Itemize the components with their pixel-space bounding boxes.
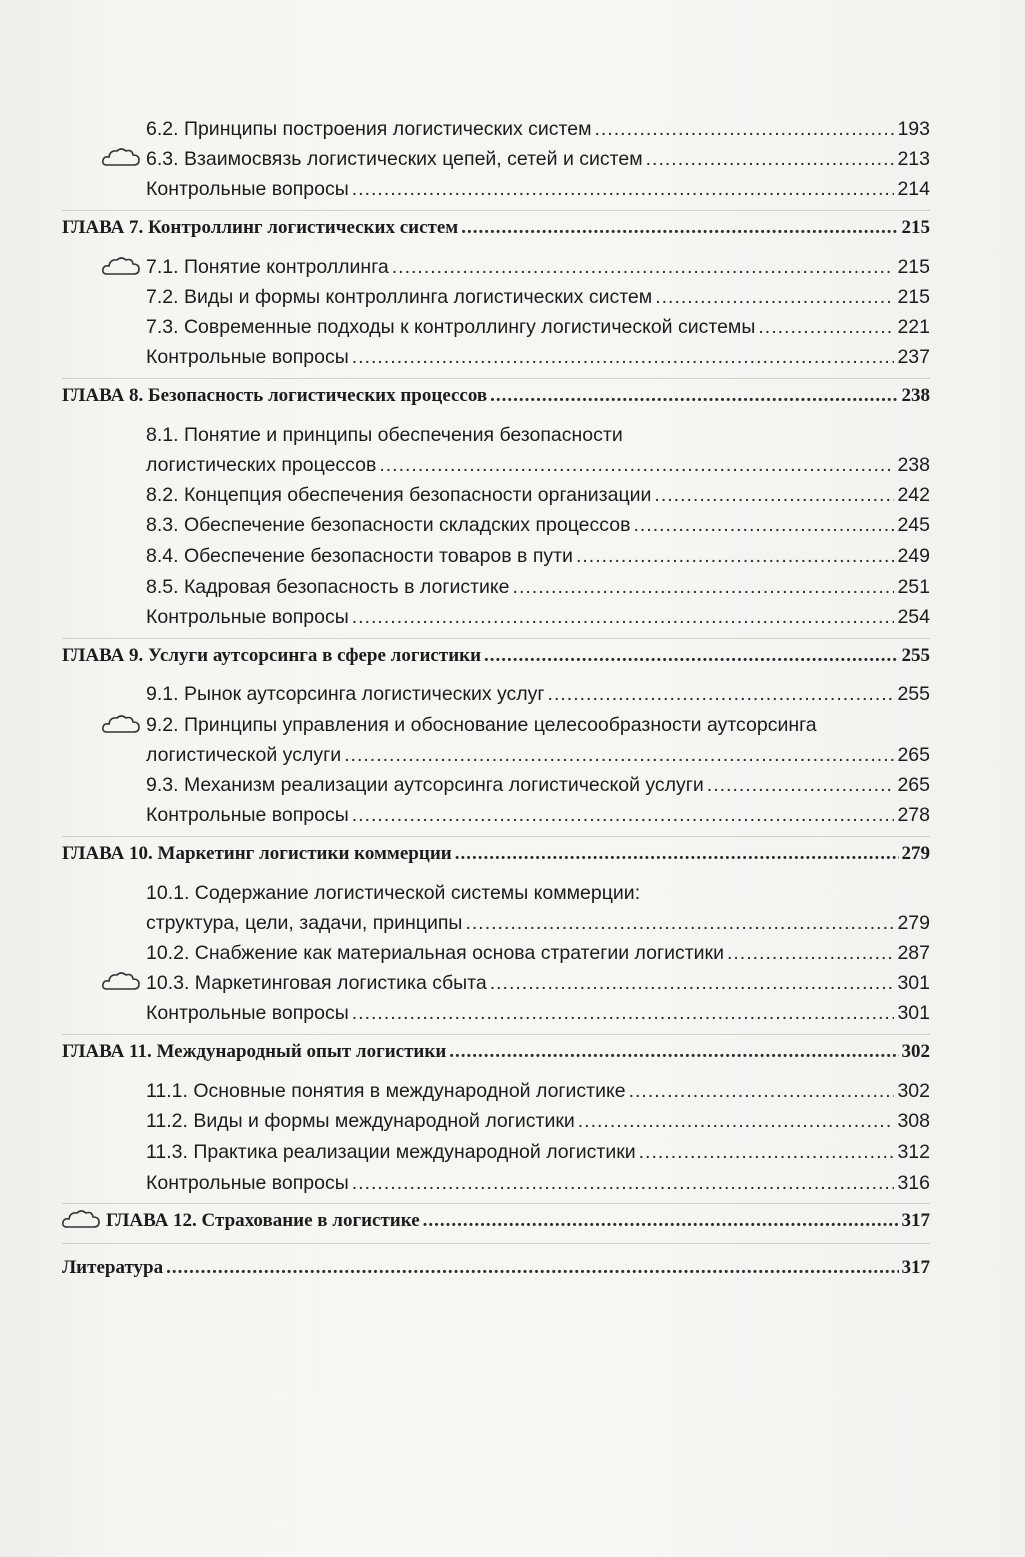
toc-chapter-11[interactable] (62, 1037, 930, 1067)
toc-entry-8-1-line1: 8.1. Понятие и принципы обеспечения безопасности (146, 424, 623, 446)
dot-leader (548, 679, 895, 709)
toc-entry-10-1-line1: 10.1. Содержание логистической системы коммерции: (146, 882, 641, 904)
dot-leader (633, 510, 894, 540)
dot-leader (392, 252, 895, 282)
dot-leader (344, 740, 894, 770)
toc-page-number: 237 (897, 346, 930, 368)
dot-leader (352, 174, 895, 204)
dot-leader (578, 1106, 895, 1136)
dot-leader (352, 1168, 895, 1198)
separator (62, 1243, 930, 1244)
toc-page-number: 301 (897, 972, 930, 994)
toc-literature[interactable] (62, 1253, 930, 1283)
toc-page-number: 193 (897, 118, 930, 140)
toc-page-number: 279 (901, 843, 930, 864)
toc-chapter-7[interactable] (62, 213, 930, 243)
toc-entry-title: 7.2. Виды и формы контроллинга логистических систем (146, 286, 653, 308)
toc-chapter-8[interactable] (62, 381, 930, 411)
toc-entry-title: 11.2. Виды и формы международной логистики (146, 1110, 575, 1132)
toc-entry-title: 7.3. Современные подходы к контроллингу логистической системы (146, 316, 756, 338)
toc-entry-questions-9[interactable] (146, 800, 930, 830)
dot-leader (595, 114, 895, 144)
toc-page-number: 302 (901, 1041, 930, 1062)
toc-page-number: 255 (901, 645, 930, 666)
separator (62, 210, 930, 211)
toc-chapter-title: ГЛАВА 9. Услуги аутсорсинга в сфере логистики (62, 645, 482, 666)
toc-entry-title: 8.5. Кадровая безопасность в логистике (146, 576, 510, 598)
toc-page-number: 308 (897, 1110, 930, 1132)
toc-chapter-9[interactable] (62, 641, 930, 671)
toc-page-number: 215 (901, 217, 930, 238)
toc-page-number: 265 (897, 774, 930, 796)
toc-page-number: 238 (897, 454, 930, 476)
toc-page-number: 251 (897, 576, 930, 598)
dot-leader (513, 572, 895, 602)
toc-entry-8-1[interactable] (146, 450, 930, 480)
toc-chapter-10[interactable] (62, 839, 930, 869)
toc-entry-questions-7[interactable] (146, 342, 930, 372)
dot-leader (646, 144, 895, 174)
toc-entry-10-3[interactable] (146, 968, 930, 998)
toc-entry-title: Контрольные вопросы (146, 606, 349, 628)
dot-leader (484, 641, 898, 671)
toc-page-number: 249 (897, 545, 930, 567)
cloud-icon (101, 713, 141, 735)
toc-page-number: 255 (897, 683, 930, 705)
toc-entry-7-3[interactable] (146, 312, 930, 342)
separator (62, 836, 930, 837)
toc-page-number: 278 (897, 804, 930, 826)
dot-leader (455, 839, 899, 869)
toc-chapter-title: ГЛАВА 12. Страхование в логистике (106, 1210, 420, 1231)
toc-page-number: 302 (897, 1080, 930, 1102)
toc-entry-title: 6.3. Взаимосвязь логистических цепей, сетей и систем (146, 148, 643, 170)
dot-leader (449, 1037, 898, 1067)
toc-entry-title: Контрольные вопросы (146, 346, 349, 368)
toc-entry-8-2[interactable] (146, 480, 930, 510)
dot-leader (654, 480, 894, 510)
toc-entry-title: 8.2. Концепция обеспечения безопасности организации (146, 484, 652, 506)
toc-page-number: 221 (897, 316, 930, 338)
cloud-icon (101, 970, 141, 992)
toc-chapter-title: ГЛАВА 7. Контроллинг логистических систем (62, 217, 459, 238)
separator (62, 378, 930, 379)
toc-chapter-title: ГЛАВА 10. Маркетинг логистики коммерции (62, 843, 452, 864)
dot-leader (707, 770, 895, 800)
toc-entry-questions-10[interactable] (146, 998, 930, 1028)
toc-page-number: 312 (897, 1141, 930, 1163)
dot-leader (352, 602, 895, 632)
toc-page-number: 317 (901, 1210, 930, 1231)
toc-chapter-12[interactable] (106, 1206, 930, 1236)
toc-page-number: 214 (897, 178, 930, 200)
dot-leader (639, 1137, 895, 1167)
separator (62, 638, 930, 639)
toc-page-number: 215 (897, 256, 930, 278)
toc-page-number: 215 (897, 286, 930, 308)
toc-entry-title: 8.3. Обеспечение безопасности складских процессов (146, 514, 631, 536)
toc-page-number: 245 (897, 514, 930, 536)
toc-entry-11-1[interactable] (146, 1076, 930, 1106)
dot-leader (490, 381, 898, 411)
dot-leader (352, 998, 895, 1028)
toc-entry-6-2[interactable] (146, 114, 930, 144)
dot-leader (655, 282, 894, 312)
toc-entry-11-2[interactable] (146, 1106, 930, 1136)
toc-entry-7-1[interactable] (146, 252, 930, 282)
toc-entry-10-1[interactable] (146, 908, 930, 938)
toc-entry-9-1[interactable] (146, 679, 930, 709)
toc-entry-title: структура, цели, задачи, принципы (146, 912, 463, 934)
toc-page-number: 238 (901, 385, 930, 406)
toc-page-number: 254 (897, 606, 930, 628)
dot-leader (727, 938, 894, 968)
toc-entry-title: 11.1. Основные понятия в международной логистике (146, 1080, 626, 1102)
toc-entry-title: 10.2. Снабжение как материальная основа стратегии логистики (146, 942, 724, 964)
toc-page-number: 213 (897, 148, 930, 170)
toc-entry-7-2[interactable] (146, 282, 930, 312)
toc-entry-9-3[interactable] (146, 770, 930, 800)
toc-entry-title: Контрольные вопросы (146, 804, 349, 826)
dot-leader (490, 968, 895, 998)
toc-entry-title: 8.4. Обеспечение безопасности товаров в пути (146, 545, 573, 567)
cloud-icon (101, 255, 141, 277)
toc-entry-title: Контрольные вопросы (146, 178, 349, 200)
toc-entry-8-3[interactable] (146, 510, 930, 540)
toc-entry-questions-11[interactable] (146, 1168, 930, 1198)
toc-entry-title: 6.2. Принципы построения логистических систем (146, 118, 592, 140)
cloud-icon (61, 1208, 101, 1230)
toc-entry-8-5[interactable] (146, 572, 930, 602)
dot-leader (379, 450, 894, 480)
toc-entry-title: 7.1. Понятие контроллинга (146, 256, 389, 278)
toc-page-number: 242 (897, 484, 930, 506)
dot-leader (629, 1076, 895, 1106)
dot-leader (423, 1206, 899, 1236)
dot-leader (352, 800, 895, 830)
toc-page-number: 317 (901, 1257, 930, 1278)
toc-entry-title: 11.3. Практика реализации международной логистики (146, 1141, 636, 1163)
toc-entry-title: логистических процессов (146, 454, 377, 476)
dot-leader (352, 342, 895, 372)
toc-chapter-title: ГЛАВА 8. Безопасность логистических процессов (62, 385, 488, 406)
dot-leader (461, 213, 898, 243)
dot-leader (465, 908, 894, 938)
toc-page-number: 301 (897, 1002, 930, 1024)
cloud-icon (101, 146, 141, 168)
toc-entry-title: 10.3. Маркетинговая логистика сбыта (146, 972, 487, 994)
toc-entry-11-3[interactable] (146, 1137, 930, 1167)
toc-entry-8-4[interactable] (146, 541, 930, 571)
toc-entry-6-3[interactable] (146, 144, 930, 174)
dot-leader (576, 541, 895, 571)
dot-leader (166, 1253, 898, 1283)
toc-chapter-title: ГЛАВА 11. Международный опыт логистики (62, 1041, 447, 1062)
toc-page-number: 279 (897, 912, 930, 934)
separator (62, 1203, 930, 1204)
separator (62, 1034, 930, 1035)
toc-entry-title: 9.1. Рынок аутсорсинга логистических услуг (146, 683, 545, 705)
toc-entry-questions-8[interactable] (146, 602, 930, 632)
toc-entry-questions-6[interactable] (146, 174, 930, 204)
dot-leader (758, 312, 894, 342)
toc-entry-10-2[interactable] (146, 938, 930, 968)
toc-entry-title: логистической услуги (146, 744, 342, 766)
toc-page-number: 265 (897, 744, 930, 766)
toc-entry-title: 9.3. Механизм реализации аутсорсинга логистической услуги (146, 774, 704, 796)
toc-entry-title: Контрольные вопросы (146, 1172, 349, 1194)
toc-entry-9-2-line1: 9.2. Принципы управления и обоснование целесообразности аутсорсинга (146, 714, 817, 736)
toc-entry-9-2[interactable] (146, 740, 930, 770)
toc-entry-title: Контрольные вопросы (146, 1002, 349, 1024)
toc-page-number: 316 (897, 1172, 930, 1194)
toc-page-number: 287 (897, 942, 930, 964)
toc-chapter-title: Литература (62, 1257, 164, 1278)
